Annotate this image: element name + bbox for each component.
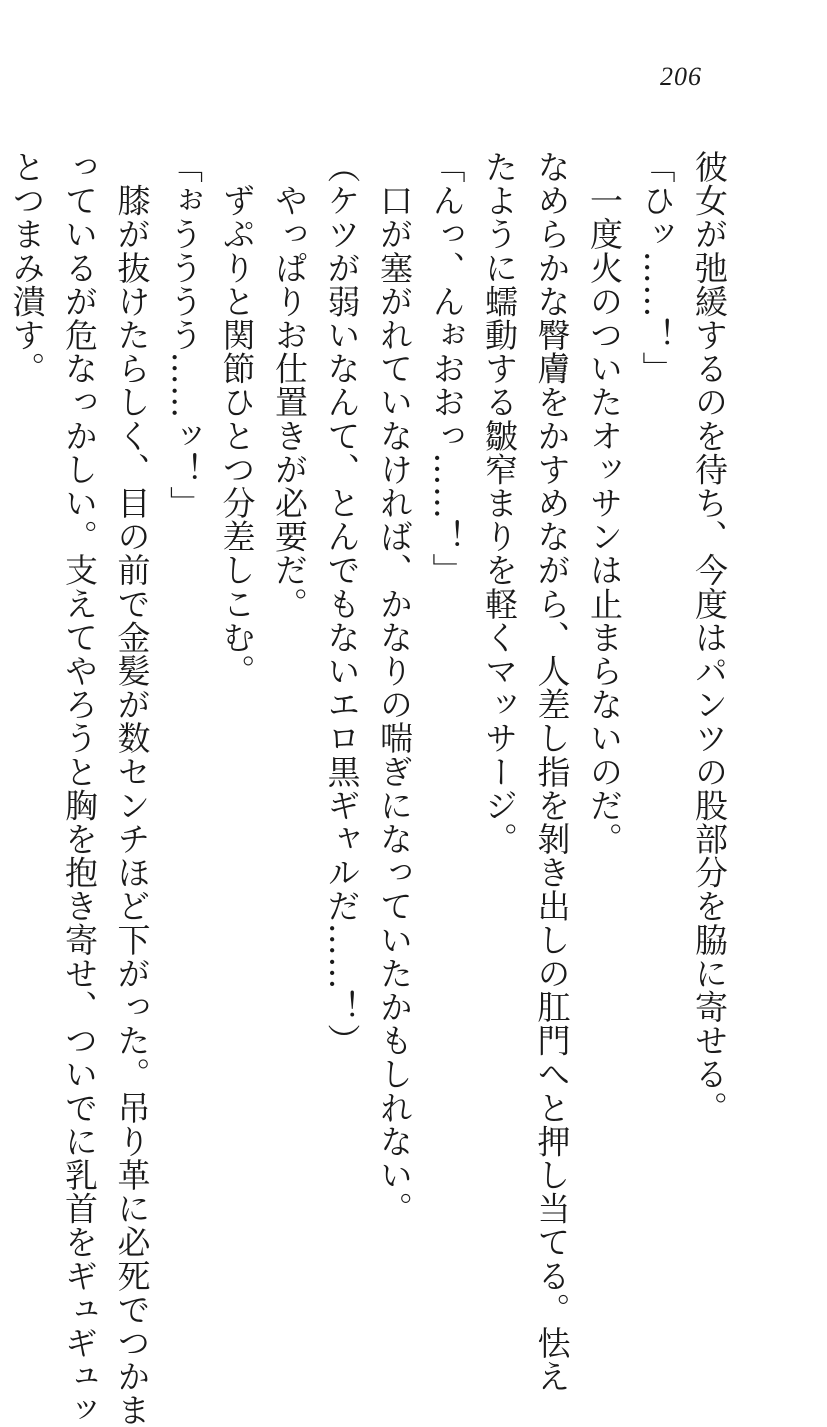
text-line: （ケツが弱いなんて、とんでもないエロ黒ギャルだ……！） xyxy=(322,150,362,1058)
text-line: ずぷりと関節ひとつ分差しこむ。 xyxy=(217,150,257,688)
text-line: やっぱりお仕置きが必要だ。 xyxy=(270,150,309,621)
text-line: 彼女が弛緩するのを待ち、今度はパンツの股部分を脇に寄せる。 xyxy=(690,150,729,1125)
page-number: 206 xyxy=(660,62,702,91)
text-line: っているが危なっかしい。支えてやろうと胸を抱き寄せ、ついでに乳首をギュギュッ xyxy=(60,150,99,1427)
body-text xyxy=(7,150,735,1427)
text-line: 口が塞がれていなければ、かなりの喘ぎになっていたかもしれない。 xyxy=(375,150,414,1226)
text-line: 一度火のついたオッサンは止まらないのだ。 xyxy=(585,150,624,856)
text-line: 膝が抜けたらしく、目の前で金髪が数センチほど下がった。吊り革に必死でつかま xyxy=(112,150,152,1427)
text-line: 「ぉうううう……ッ！」 xyxy=(165,150,204,520)
text-line: とつまみ潰す。 xyxy=(7,150,47,386)
text-line: なめらかな臀膚をかすめながら、人差し指を剝き出しの肛門へと押し当てる。怯え xyxy=(532,150,572,1394)
text-line: たように蠕動する皺窄まりを軽くマッサージ。 xyxy=(480,150,519,856)
text-line: 「ひッ……！」 xyxy=(637,150,677,386)
text-line: 「んっ、んぉおおっ……！」 xyxy=(427,150,467,587)
